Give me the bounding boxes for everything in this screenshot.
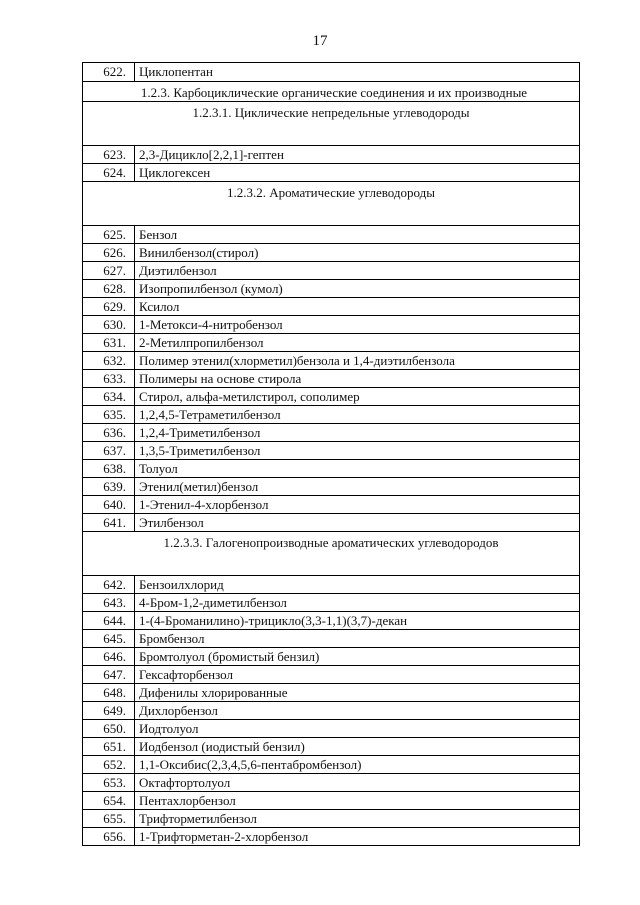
substance-name: 2-Метилпропилбензол xyxy=(139,335,264,350)
row-number: 625. xyxy=(83,226,135,243)
table-row xyxy=(83,611,579,629)
table-row xyxy=(83,315,579,333)
table-row xyxy=(83,629,579,647)
table-row xyxy=(83,387,579,405)
substance-name: 2,3-Дицикло[2,2,1]-гептен xyxy=(139,147,284,162)
row-number: 654. xyxy=(83,792,135,809)
section-heading-row xyxy=(83,81,579,101)
substance-name: Дихлорбензол xyxy=(139,703,218,718)
table-row xyxy=(83,647,579,665)
table-row xyxy=(83,351,579,369)
row-number: 631. xyxy=(83,334,135,351)
section-heading-row xyxy=(83,101,579,145)
row-number: 641. xyxy=(83,514,135,531)
row-number: 647. xyxy=(83,666,135,683)
substance-name: Бензол xyxy=(139,227,178,242)
substance-name: Циклогексен xyxy=(139,165,211,180)
substance-name: Бромбензол xyxy=(139,631,205,646)
section-heading: 1.2.3. Карбоциклические органические соединения и их производные xyxy=(140,85,528,100)
table-row xyxy=(83,665,579,683)
substance-name: Иодбензол (иодистый бензил) xyxy=(139,739,305,754)
table-row xyxy=(83,423,579,441)
section-heading: 1.2.3.1. Циклические непредельные углеводороды xyxy=(192,105,470,120)
row-number: 640. xyxy=(83,496,135,513)
substance-name: 1,2,4,5-Тетраметилбензол xyxy=(139,407,281,422)
substance-name: 1,3,5-Триметилбензол xyxy=(139,443,261,458)
row-number: 652. xyxy=(83,756,135,773)
substance-name: 1-Трифторметан-2-хлорбензол xyxy=(139,829,309,844)
table-row xyxy=(83,477,579,495)
table-row xyxy=(83,243,579,261)
row-number: 630. xyxy=(83,316,135,333)
row-number: 624. xyxy=(83,164,135,181)
table-row xyxy=(83,459,579,477)
row-number: 637. xyxy=(83,442,135,459)
substance-name: Бензоилхлорид xyxy=(139,577,224,592)
row-number: 629. xyxy=(83,298,135,315)
row-number: 650. xyxy=(83,720,135,737)
table-row xyxy=(83,225,579,243)
substance-name: 1-Этенил-4-хлорбензол xyxy=(139,497,269,512)
section-heading: 1.2.3.2. Ароматические углеводороды xyxy=(227,185,435,200)
substance-name: Иодтолуол xyxy=(139,721,199,736)
row-number: 648. xyxy=(83,684,135,701)
row-number: 643. xyxy=(83,594,135,611)
section-heading: 1.2.3.3. Галогенопроизводные ароматических углеводородов xyxy=(163,535,499,550)
section-heading-row xyxy=(83,531,579,575)
row-number: 627. xyxy=(83,262,135,279)
row-number: 644. xyxy=(83,612,135,629)
row-number: 636. xyxy=(83,424,135,441)
table-row xyxy=(83,701,579,719)
row-number: 626. xyxy=(83,244,135,261)
substance-name: 1,1-Оксибис(2,3,4,5,6-пентабромбензол) xyxy=(139,757,362,772)
row-number: 645. xyxy=(83,630,135,647)
table-row xyxy=(83,333,579,351)
table-row xyxy=(83,791,579,809)
table-row xyxy=(83,405,579,423)
table-row xyxy=(83,145,579,163)
substance-name: Этенил(метил)бензол xyxy=(139,479,259,494)
substance-name: Дифенилы хлорированные xyxy=(139,685,288,700)
substance-name: Стирол, альфа-метилстирол, сополимер xyxy=(139,389,360,404)
row-number: 628. xyxy=(83,280,135,297)
page-number: 17 xyxy=(312,33,328,49)
substance-name: Бромтолуол (бромистый бензил) xyxy=(139,649,320,664)
row-number: 634. xyxy=(83,388,135,405)
substance-name: Толуол xyxy=(139,461,178,476)
row-number: 646. xyxy=(83,648,135,665)
table-row xyxy=(83,755,579,773)
substance-name: 4-Бром-1,2-диметилбензол xyxy=(139,595,287,610)
table-row xyxy=(83,495,579,513)
table-row xyxy=(83,683,579,701)
table-row xyxy=(83,593,579,611)
substance-name: Октафтортолуол xyxy=(139,775,231,790)
row-number: 651. xyxy=(83,738,135,755)
section-heading-row xyxy=(83,181,579,225)
row-number: 656. xyxy=(83,828,135,845)
row-number: 639. xyxy=(83,478,135,495)
row-number: 649. xyxy=(83,702,135,719)
substance-name: Диэтилбензол xyxy=(139,263,217,278)
row-number: 635. xyxy=(83,406,135,423)
substance-name: Циклопентан xyxy=(139,64,213,79)
table-row xyxy=(83,63,579,81)
substance-name: Ксилол xyxy=(139,299,180,314)
table-row xyxy=(83,279,579,297)
substance-name: 1-Метокси-4-нитробензол xyxy=(139,317,283,332)
row-number: 632. xyxy=(83,352,135,369)
substance-name: Этилбензол xyxy=(139,515,204,530)
row-number: 622. xyxy=(83,63,135,81)
substance-name: Трифторметилбензол xyxy=(139,811,257,826)
table-row xyxy=(83,297,579,315)
substance-name: Полимер этенил(хлорметил)бензола и 1,4-диэтилбензола xyxy=(139,353,455,368)
table-row xyxy=(83,719,579,737)
row-number: 653. xyxy=(83,774,135,791)
table-row xyxy=(83,737,579,755)
substance-name: Гексафторбензол xyxy=(139,667,233,682)
table-row xyxy=(83,575,579,593)
table-row xyxy=(83,773,579,791)
substance-name: 1,2,4-Триметилбензол xyxy=(139,425,261,440)
row-number: 655. xyxy=(83,810,135,827)
substance-name: Винилбензол(стирол) xyxy=(139,245,259,260)
table-row xyxy=(83,441,579,459)
row-number: 623. xyxy=(83,146,135,163)
table-row xyxy=(83,809,579,827)
substance-name: Пентахлорбензол xyxy=(139,793,236,808)
row-number: 638. xyxy=(83,460,135,477)
row-number: 642. xyxy=(83,576,135,593)
row-number: 633. xyxy=(83,370,135,387)
substance-name: Полимеры на основе стирола xyxy=(139,371,302,386)
table-row xyxy=(83,369,579,387)
substance-table xyxy=(82,62,580,846)
substance-name: 1-(4-Броманилино)-трицикло(3,3-1,1)(3,7)-декан xyxy=(139,613,408,628)
table-row xyxy=(83,163,579,181)
table-row xyxy=(83,513,579,531)
table-row xyxy=(83,261,579,279)
table-row xyxy=(83,827,579,845)
substance-name: Изопропилбензол (кумол) xyxy=(139,281,283,296)
